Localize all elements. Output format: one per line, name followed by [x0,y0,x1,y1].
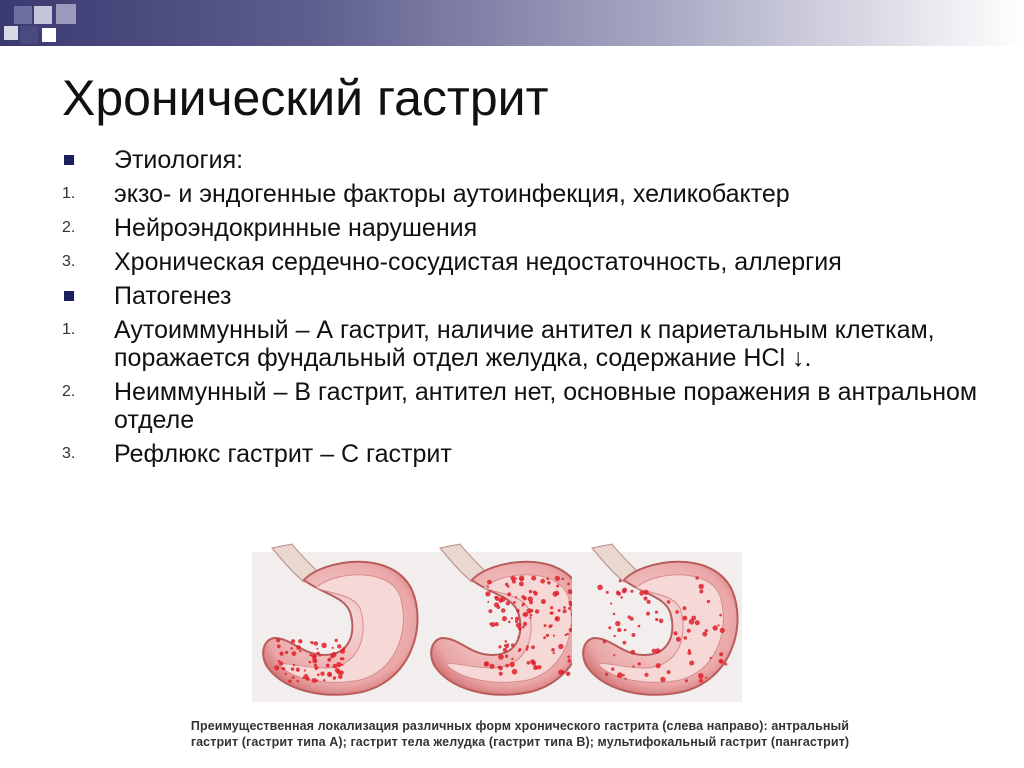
list-number: 3. [62,445,76,462]
item-text: экзо- и эндогенные факторы аутоинфекция, хеликобактер [114,180,790,208]
list-number: 2. [62,383,76,400]
item-text: Хроническая сердечно-сосудистая недостаточность, аллергия [114,248,842,276]
item-text: Неиммунный – В гастрит, антител нет, основные поражения в антральном отделе [114,378,978,434]
stomach-antral-type-a [252,544,422,702]
list-number: 1. [62,321,76,338]
stomach-body-type-b [420,544,590,702]
list-number: 1. [62,185,76,202]
item-text: Нейроэндокринные нарушения [114,214,478,242]
figure-caption: Преимущественная локализация различных форм хронического гастрита (слева направо): антральный гастрит (гастрит типа А); гастрит тела желудка (гастрит типа В); мультифокальный гастрит (пангастрит) [190,719,850,749]
item-text: Этиология: [114,146,244,174]
item-text: Рефлюкс гастрит – С гастрит [114,440,452,468]
item-text: Аутоиммунный – А гастрит, наличие антител к париетальным клеткам, поражается фундальный отдел желудка, содержание HCl ↓. [114,316,935,372]
slide-title: Хронический гастрит [62,70,549,126]
item-text: Патогенез [114,282,232,310]
list-number: 2. [62,219,76,236]
stomach-multifocal [572,544,742,702]
list-number: 3. [62,253,76,270]
